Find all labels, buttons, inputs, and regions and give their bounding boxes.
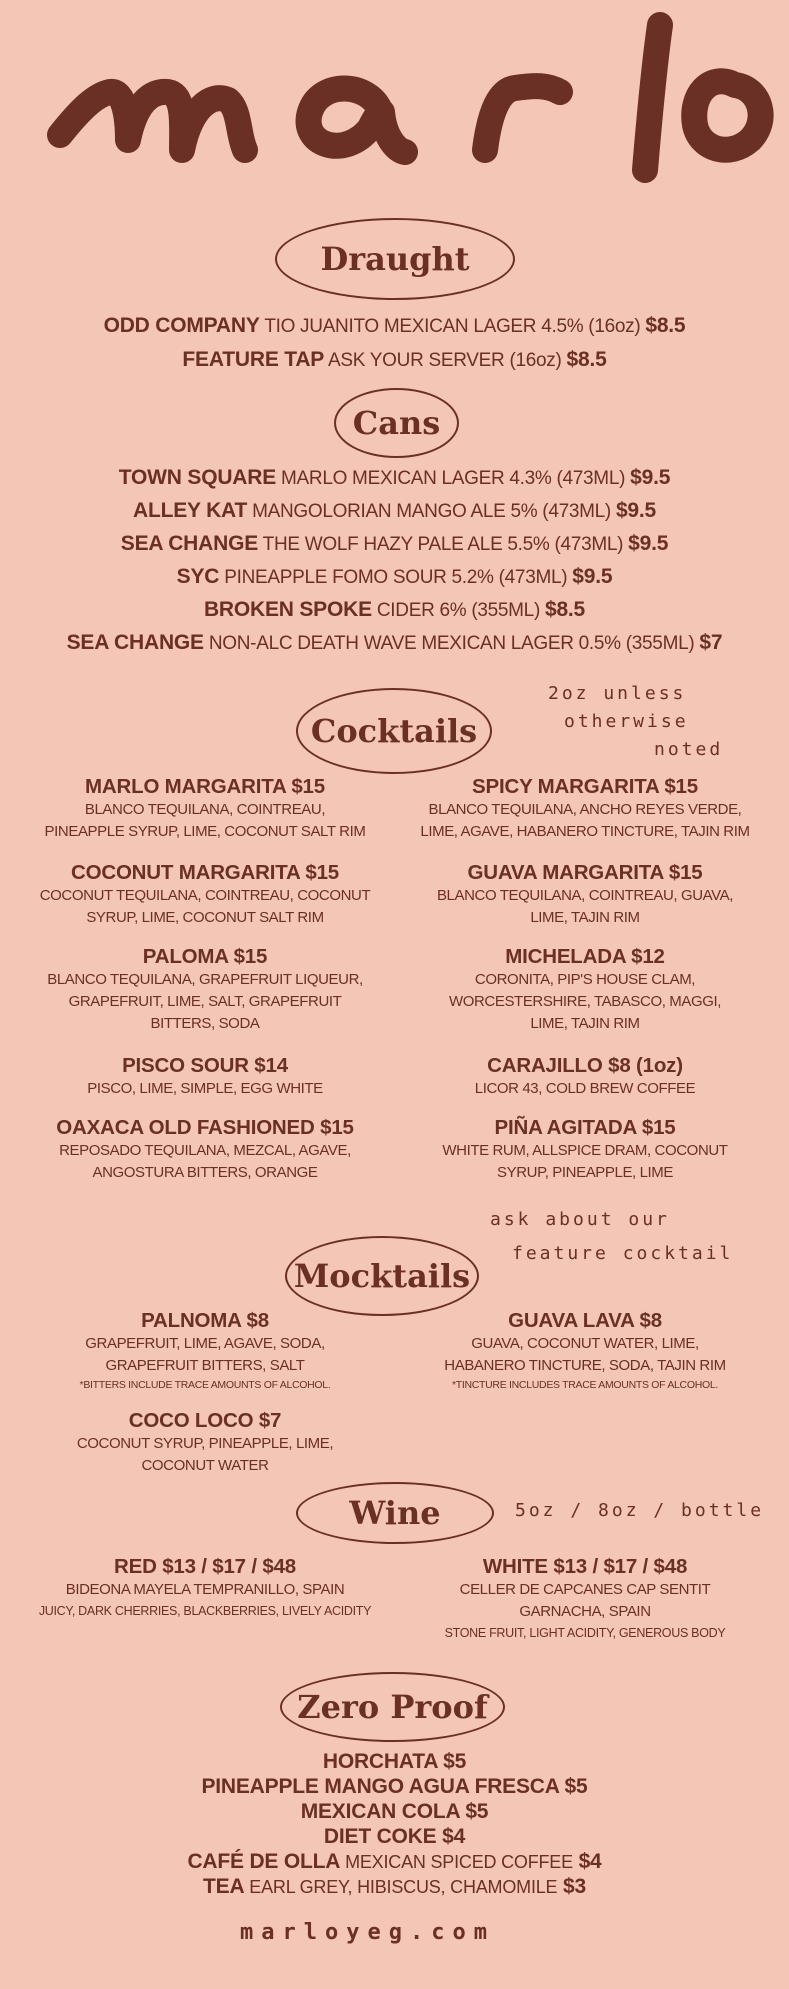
cocktails-size-note: 2oz unless otherwise noted bbox=[548, 683, 724, 760]
draught-heading: Draught bbox=[275, 218, 515, 300]
draught-item: FEATURE TAP ASK YOUR SERVER (16oz) $8.5 bbox=[182, 348, 607, 371]
zero-proof-item: DIET COKE $4 bbox=[323, 1825, 466, 1848]
wine-item: WHITE $13 / $17 / $48 CELLER DE CAPCANES CAP SENTIT GARNACHA, SPAIN STONE FRUIT, LIGHT ACIDITY, GENEROUS BODY bbox=[444, 1555, 726, 1640]
cans-item: ALLEY KAT MANGOLORIAN MANGO ALE 5% (473ML) $9.5 bbox=[132, 499, 657, 522]
zero-proof-item: HORCHATA $5 bbox=[322, 1750, 467, 1773]
cocktail-item: PISCO SOUR $14 PISCO, LIME, SIMPLE, EGG WHITE bbox=[87, 1054, 323, 1097]
cocktail-item: COCONUT MARGARITA $15 COCONUT TEQUILANA, COINTREAU, COCONUT SYRUP, LIME, COCONUT SALT RIM bbox=[39, 861, 371, 926]
cocktail-item: GUAVA MARGARITA $15 BLANCO TEQUILANA, COINTREAU, GUAVA, LIME, TAJIN RIM bbox=[436, 861, 734, 926]
cans-item: TOWN SQUARE MARLO MEXICAN LAGER 4.3% (473ML) $9.5 bbox=[118, 466, 671, 489]
cocktail-item: MARLO MARGARITA $15 BLANCO TEQUILANA, COINTREAU, PINEAPPLE SYRUP, LIME, COCONUT SALT RIM bbox=[44, 775, 366, 840]
zero-proof-heading: Zero Proof bbox=[280, 1672, 505, 1742]
mocktail-item: GUAVA LAVA $8 GUAVA, COCONUT WATER, LIME, HABANERO TINCTURE, SODA, TAJIN RIM *TINCTURE INCLUDES TRACE AMOUNTS OF ALCOHOL. bbox=[444, 1309, 726, 1391]
website-link[interactable]: marloyeg.com bbox=[240, 1920, 495, 1945]
cans-item: SEA CHANGE NON-ALC DEATH WAVE MEXICAN LAGER 0.5% (355ML) $7 bbox=[66, 631, 723, 654]
draught-item: ODD COMPANY TIO JUANITO MEXICAN LAGER 4.5% (16oz) $8.5 bbox=[103, 314, 686, 337]
cans-item: BROKEN SPOKE CIDER 6% (355ML) $8.5 bbox=[203, 598, 586, 621]
zero-proof-item: CAFÉ DE OLLA MEXICAN SPICED COFFEE $4 bbox=[187, 1850, 602, 1873]
mocktail-item: COCO LOCO $7 COCONUT SYRUP, PINEAPPLE, LIME, COCONUT WATER bbox=[76, 1409, 334, 1474]
mocktails-heading: Mocktails bbox=[285, 1236, 479, 1316]
cans-item: SEA CHANGE THE WOLF HAZY PALE ALE 5.5% (473ML) $9.5 bbox=[120, 532, 669, 555]
cocktail-item: OAXACA OLD FASHIONED $15 REPOSADO TEQUILANA, MEZCAL, AGAVE, ANGOSTURA BITTERS, ORANGE bbox=[56, 1116, 354, 1181]
wine-heading: Wine bbox=[296, 1482, 494, 1544]
marlo-logo bbox=[0, 0, 789, 210]
zero-proof-item: MEXICAN COLA $5 bbox=[300, 1800, 489, 1823]
wine-item: RED $13 / $17 / $48 BIDEONA MAYELA TEMPRANILLO, SPAIN JUICY, DARK CHERRIES, BLACKBERRIES, LIVELY ACIDITY bbox=[38, 1555, 372, 1618]
feature-cocktail-note: ask about our feature cocktail bbox=[490, 1209, 734, 1264]
cocktail-item: PIÑA AGITADA $15 WHITE RUM, ALLSPICE DRAM, COCONUT SYRUP, PINEAPPLE, LIME bbox=[442, 1116, 728, 1181]
mocktail-item: PALNOMA $8 GRAPEFRUIT, LIME, AGAVE, SODA, GRAPEFRUIT BITTERS, SALT *BITTERS INCLUDE TRACE AMOUNTS OF ALCOHOL. bbox=[79, 1309, 331, 1391]
wine-size-note: 5oz / 8oz / bottle bbox=[515, 1500, 765, 1521]
zero-proof-item: TEA EARL GREY, HIBISCUS, CHAMOMILE $3 bbox=[203, 1875, 586, 1898]
cocktail-item: SPICY MARGARITA $15 BLANCO TEQUILANA, ANCHO REYES VERDE, LIME, AGAVE, HABANERO TINCTURE, TAJIN RIM bbox=[420, 775, 750, 840]
cocktail-item: MICHELADA $12 CORONITA, PIP'S HOUSE CLAM, WORCESTERSHIRE, TABASCO, MAGGI, LIME, TAJIN RIM bbox=[448, 945, 722, 1032]
cocktail-item: CARAJILLO $8 (1oz) LICOR 43, COLD BREW COFFEE bbox=[474, 1054, 696, 1097]
cans-item: SYC PINEAPPLE FOMO SOUR 5.2% (473ML) $9.5 bbox=[176, 565, 613, 588]
cocktails-heading: Cocktails bbox=[296, 688, 492, 774]
cocktail-item: PALOMA $15 BLANCO TEQUILANA, GRAPEFRUIT LIQUEUR, GRAPEFRUIT, LIME, SALT, GRAPEFRUIT BITTERS, SODA bbox=[47, 945, 363, 1032]
zero-proof-item: PINEAPPLE MANGO AGUA FRESCA $5 bbox=[201, 1775, 588, 1798]
cans-heading: Cans bbox=[334, 388, 459, 458]
